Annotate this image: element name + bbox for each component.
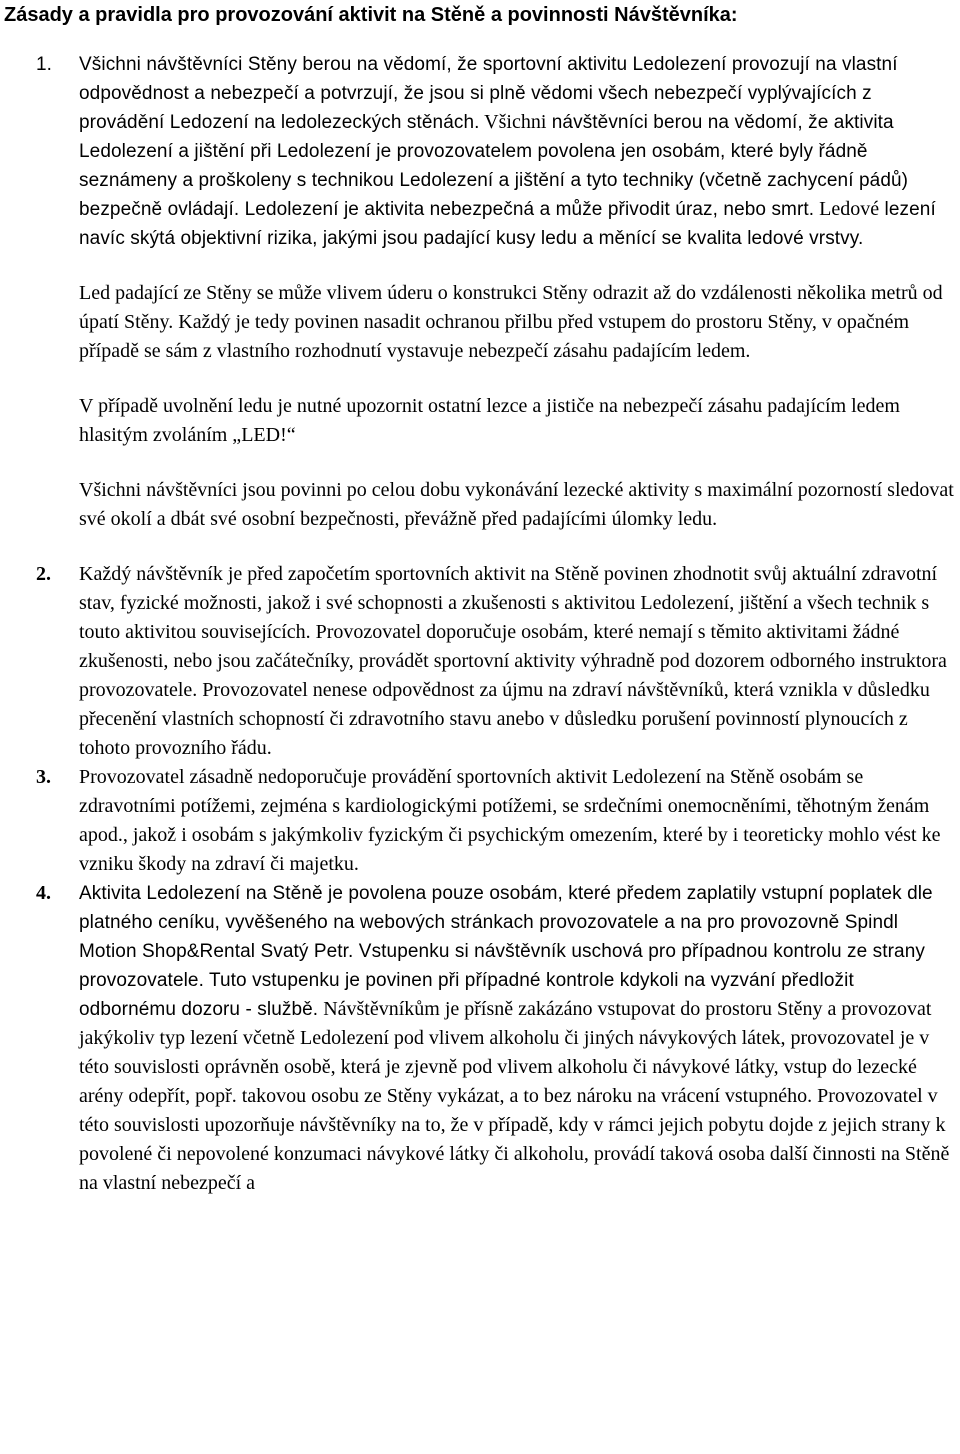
list-item-2	[4, 560, 956, 763]
paragraph-text-sans: návštěvníci berou na vědomí, že aktivita Ledolezení a jištění při Ledolezení je provozovatelem povolena jen osobám, které byly řádně seznámeny a proškoleny s technikou Ledolezení a jištění a tyto techniky (včetně zachycení pádů) bezpečně ovládají. Ledolezení je aktivita nebezpečná a může přivodit úraz, nebo smrt.	[79, 112, 909, 220]
paragraph-text-sans: Všichni návštěvníci Stěny berou na vědomí, že sportovní aktivitu Ledolezení provozují na vlastní odpovědnost a nebezpečí a potvrzují, že jsou si plně vědomi všech nebezpečí vyplývajících z provádění Ledození na ledolezeckých stěnách.	[79, 54, 898, 133]
paragraph-1d: Všichni návštěvníci jsou povinni po celou dobu vykonávání lezecké aktivity s maximální pozorností sledovat své okolí a dbát své osobní bezpečnosti, převážně před padajícími úlomky ledu.	[79, 479, 954, 530]
list-number: 1.	[36, 54, 52, 75]
list-item-1	[4, 50, 956, 534]
paragraph-1c: V případě uvolnění ledu je nutné upozornit ostatní lezce a jističe na nebezpečí zásahu padajícím ledem hlasitým zvoláním „LED!“	[79, 395, 900, 446]
list-number: 2.	[36, 563, 51, 585]
list-item-4	[4, 879, 956, 1198]
paragraph-text-serif: Ledové	[814, 198, 880, 220]
paragraph-4	[79, 879, 956, 1198]
list-number: 4.	[36, 882, 51, 904]
page-title: Zásady a pravidla pro provozování aktivit na Stěně a povinnosti Návštěvníka:	[4, 4, 738, 26]
paragraph-text-sans: Aktivita Ledolezení na Stěně je povolena pouze osobám, které předem zaplatily vstupní poplatek dle platného ceníku, vyvěšeného na webových stránkach provozovatele a na pro provozovně Spindl Motion Shop&Rental Svatý Petr. Vstupenku si návštěvník uschová pro případnou kontrolu ze strany provozovatele. Tuto vstupenku je povinen při případné kontrole kdykoli na vyzvání předložit odbornému dozoru - službě.	[79, 883, 933, 1020]
list-number: 3.	[36, 766, 51, 788]
paragraph-3: Provozovatel zásadně nedoporučuje provádění sportovních aktivit Ledolezení na Stěně osobám se zdravotními potížemi, zejména s kardiologickými potížemi, se srdečními onemocněními, těhotným ženám apod., jakož i osobám s jakýmkoliv fyzickým či psychickým omezením, které by i teoreticky mohlo vést ke vzniku škody na zdraví či majetku.	[79, 766, 941, 875]
paragraph-text-serif: Návštěvníkům je přísně zakázáno vstupovat do prostoru Stěny a provozovat jakýkoliv typ lezení včetně Ledolezení pod vlivem alkoholu či jiných návykových látek, provozovatel je v této souvislosti oprávněn osobě, která je zjevně pod vlivem alkoholu či návykové látky, vstup do lezecké arény odepřít, popř. takovou osobu ze Stěny vykázat, a to bez nároku na vrácení vstupného. Provozovatel v této souvislosti upozorňuje návštěvníky na to, že v případě, kdy v rámci jejich pobytu dojde z jejich strany k povolené či nepovolené konzumaci návykové látky či alkoholu, provádí taková osoba další činnosti na Stěně na vlastní nebezpečí a	[79, 998, 950, 1194]
paragraph-text-serif: Všichni	[479, 111, 547, 133]
paragraph-1a	[79, 50, 956, 253]
list-item-3	[4, 763, 956, 879]
paragraph-2: Každý návštěvník je před započetím sportovních aktivit na Stěně povinen zhodnotit svůj aktuální zdravotní stav, fyzické možnosti, jakož i své schopnosti a zkušenosti s aktivitou Ledolezení, jištění a všech technik s touto aktivitou souvisejících. Provozovatel doporučuje osobám, které nemají s těmito aktivitami žádné zkušenosti, nebo jsou začátečníky, provádět sportovní aktivity výhradně pod dozorem odborného instruktora provozovatele. Provozovatel nenese odpovědnost za újmu na zdraví návštěvníků, která vznikla v důsledku přecenění vlastních schopností či zdravotního stavu anebo v důsledku porušení povinností plynoucích z tohoto provozního řádu.	[79, 563, 947, 759]
paragraph-text-sans: lezení navíc skýtá objektivní rizika, jakými jsou padající kusy ledu a měnící se kvalita ledové vrstvy.	[79, 199, 936, 249]
paragraph-1b: Led padající ze Stěny se může vlivem úderu o konstrukci Stěny odrazit až do vzdálenosti několika metrů od úpatí Stěny. Každý je tedy povinen nasadit ochranou přilbu před vstupem do prostoru Stěny, v opačném případě se sám z vlastního rozhodnutí vystavuje nebezpečí zásahu padajícím ledem.	[79, 282, 943, 362]
